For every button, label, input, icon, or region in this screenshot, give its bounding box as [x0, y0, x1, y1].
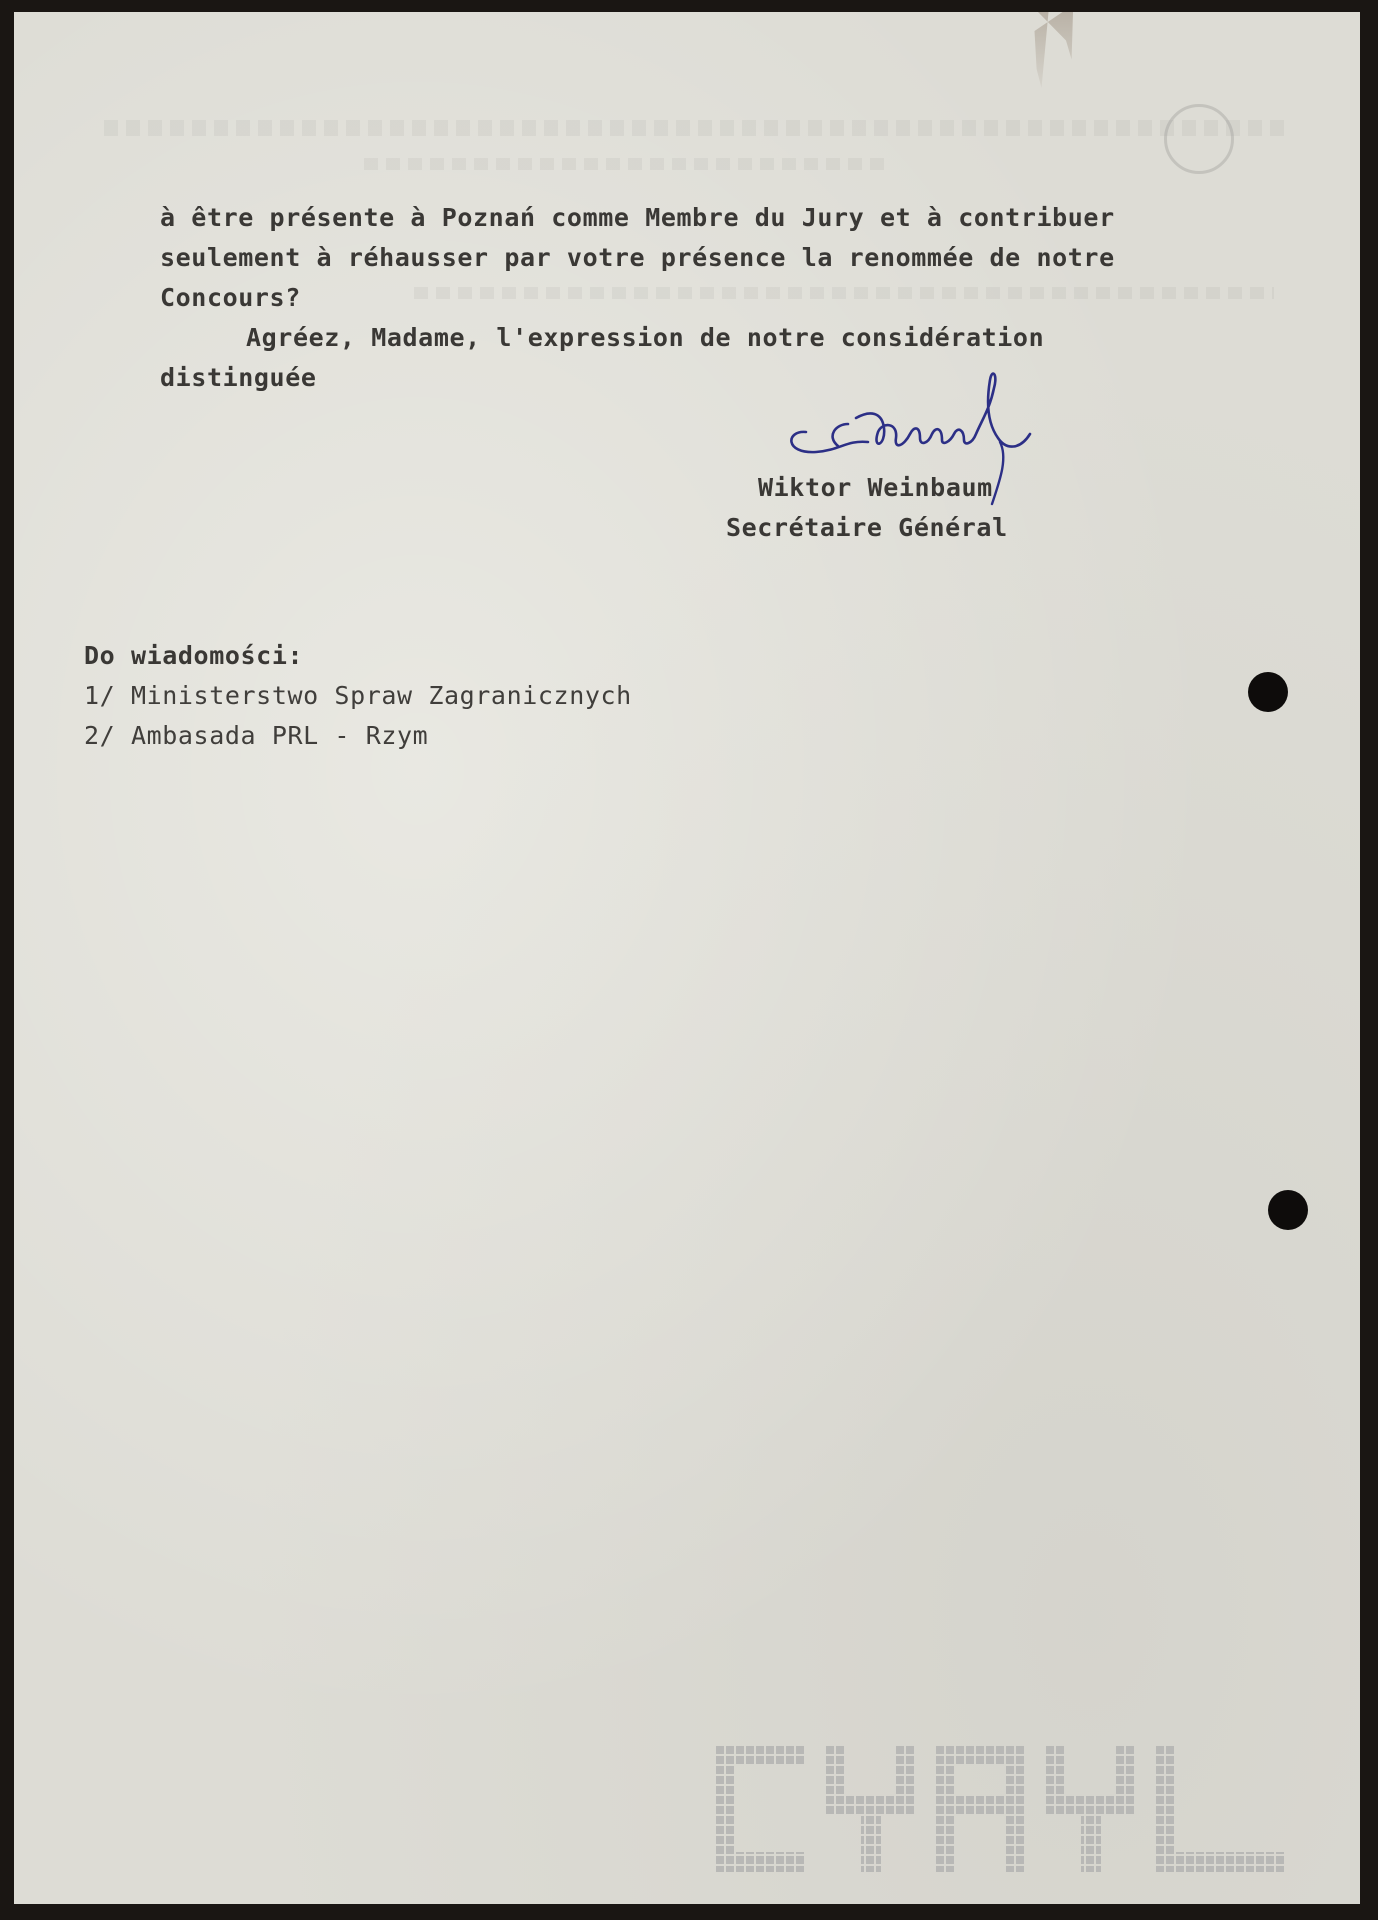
body-line-3: Concours? — [160, 283, 301, 312]
punch-hole-upper — [1248, 672, 1288, 712]
letterhead-bleed-through — [104, 120, 1284, 136]
distribution-item-1: 1/ Ministerstwo Spraw Zagranicznych — [84, 681, 632, 710]
letterhead-bleed-through — [414, 287, 1274, 299]
signatory-name: Wiktor Weinbaum — [758, 473, 993, 502]
body-line-1: à être présente à Poznań comme Membre du Jury et à contribuer — [160, 203, 1115, 232]
letterhead-bleed-through — [364, 158, 884, 170]
paper-tear-mark — [1024, 12, 1094, 107]
body-line-2: seulement à réhausser par votre présence la renommée de notre — [160, 243, 1115, 272]
cyryl-watermark-logo — [716, 1746, 1330, 1872]
distribution-heading: Do wiadomości: — [84, 641, 304, 670]
punch-hole-lower — [1268, 1190, 1308, 1230]
signatory-title: Secrétaire Général — [726, 513, 1008, 542]
closing-line-2: distinguée — [160, 363, 317, 392]
distribution-item-2: 2/ Ambasada PRL - Rzym — [84, 721, 429, 750]
document-page — [14, 12, 1360, 1904]
faint-seal-mark — [1164, 104, 1234, 174]
closing-line-1: Agréez, Madame, l'expression de notre considération — [246, 323, 1045, 352]
